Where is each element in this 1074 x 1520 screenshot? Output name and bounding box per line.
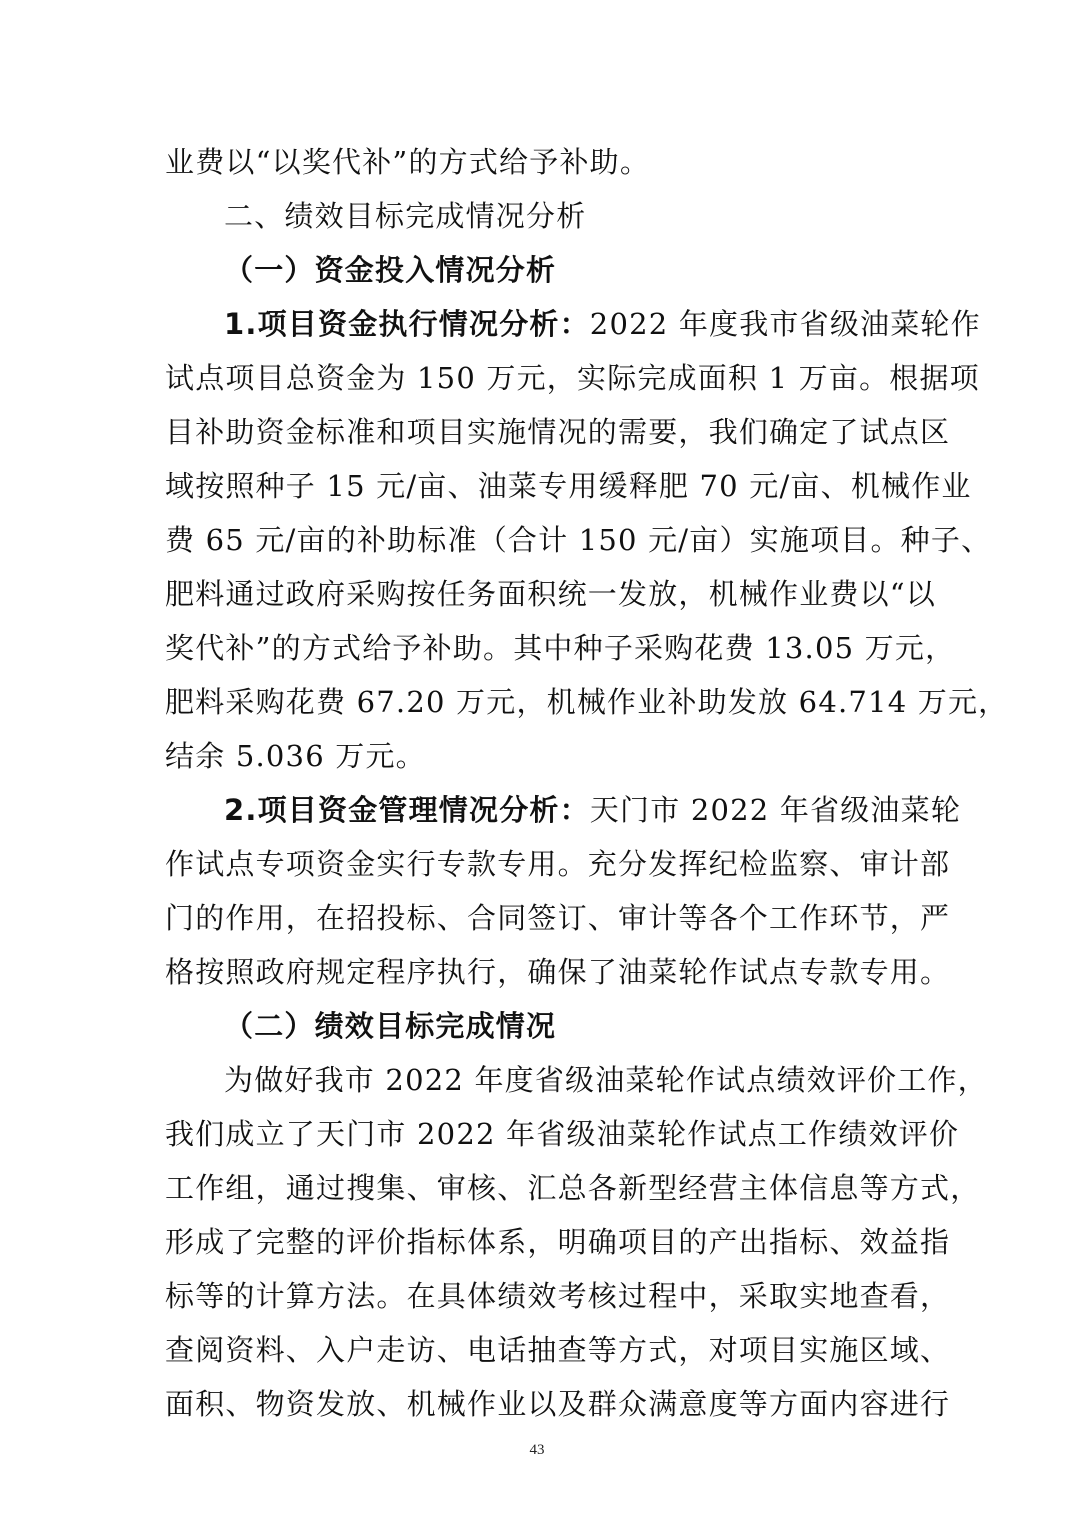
paragraph-line	[224, 296, 981, 352]
page-number: 43	[529, 1442, 545, 1458]
paragraph-line: 肥料通过政府采购按任务面积统一发放，机械作业费以“以	[165, 577, 937, 611]
subsection-heading: （二）绩效目标完成情况	[224, 1009, 557, 1043]
paragraph-line: 形成了完整的评价指标体系，明确项目的产出指标、效益指	[165, 1225, 951, 1259]
paragraph-line: 目补助资金标准和项目实施情况的需要，我们确定了试点区	[165, 415, 951, 449]
paragraph-line: 面积、物资发放、机械作业以及群众满意度等方面内容进行	[165, 1387, 951, 1421]
paragraph-line: 域按照种子 15 元/亩、油菜专用缓释肥 70 元/亩、机械作业	[165, 469, 972, 503]
paragraph-line: 我们成立了天门市 2022 年省级油菜轮作试点工作绩效评价	[165, 1117, 960, 1151]
paragraph-line: 试点项目总资金为 150 万元，实际完成面积 1 万亩。根据项	[165, 361, 980, 395]
paragraph-line: 肥料采购花费 67.20 万元，机械作业补助发放 64.714 万元，	[165, 685, 1009, 719]
paragraph-line: 为做好我市 2022 年度省级油菜轮作试点绩效评价工作，	[224, 1063, 988, 1097]
paragraph-line: 结余 5.036 万元。	[165, 739, 426, 773]
subsection-heading: （一）资金投入情况分析	[224, 253, 557, 287]
paragraph-line: 标等的计算方法。在具体绩效考核过程中，采取实地查看，	[165, 1279, 951, 1313]
paragraph-line	[224, 782, 962, 838]
paragraph-line: 业费以“以奖代补”的方式给予补助。	[165, 145, 651, 179]
paragraph-line: 奖代补”的方式给予补助。其中种子采购花费 13.05 万元，	[165, 631, 956, 665]
inline-heading: 2.项目资金管理情况分析：	[224, 793, 590, 827]
section-heading: 二、绩效目标完成情况分析	[224, 199, 587, 233]
paragraph-line: 费 65 元/亩的补助标准（合计 150 元/亩）实施项目。种子、	[165, 523, 992, 557]
paragraph-line: 作试点专项资金实行专款专用。充分发挥纪检监察、审计部	[165, 847, 951, 881]
paragraph-line: 格按照政府规定程序执行，确保了油菜轮作试点专款专用。	[165, 955, 951, 989]
inline-heading: 1.项目资金执行情况分析：	[224, 307, 590, 341]
paragraph-text: 2022 年度我市省级油菜轮作	[589, 307, 981, 341]
paragraph-line: 工作组，通过搜集、审核、汇总各新型经营主体信息等方式，	[165, 1171, 981, 1205]
paragraph-text: 天门市 2022 年省级油菜轮	[589, 793, 962, 827]
paragraph-line: 查阅资料、入户走访、电话抽查等方式，对项目实施区域、	[165, 1333, 951, 1367]
paragraph-line: 门的作用，在招投标、合同签订、审计等各个工作环节，严	[165, 901, 951, 935]
